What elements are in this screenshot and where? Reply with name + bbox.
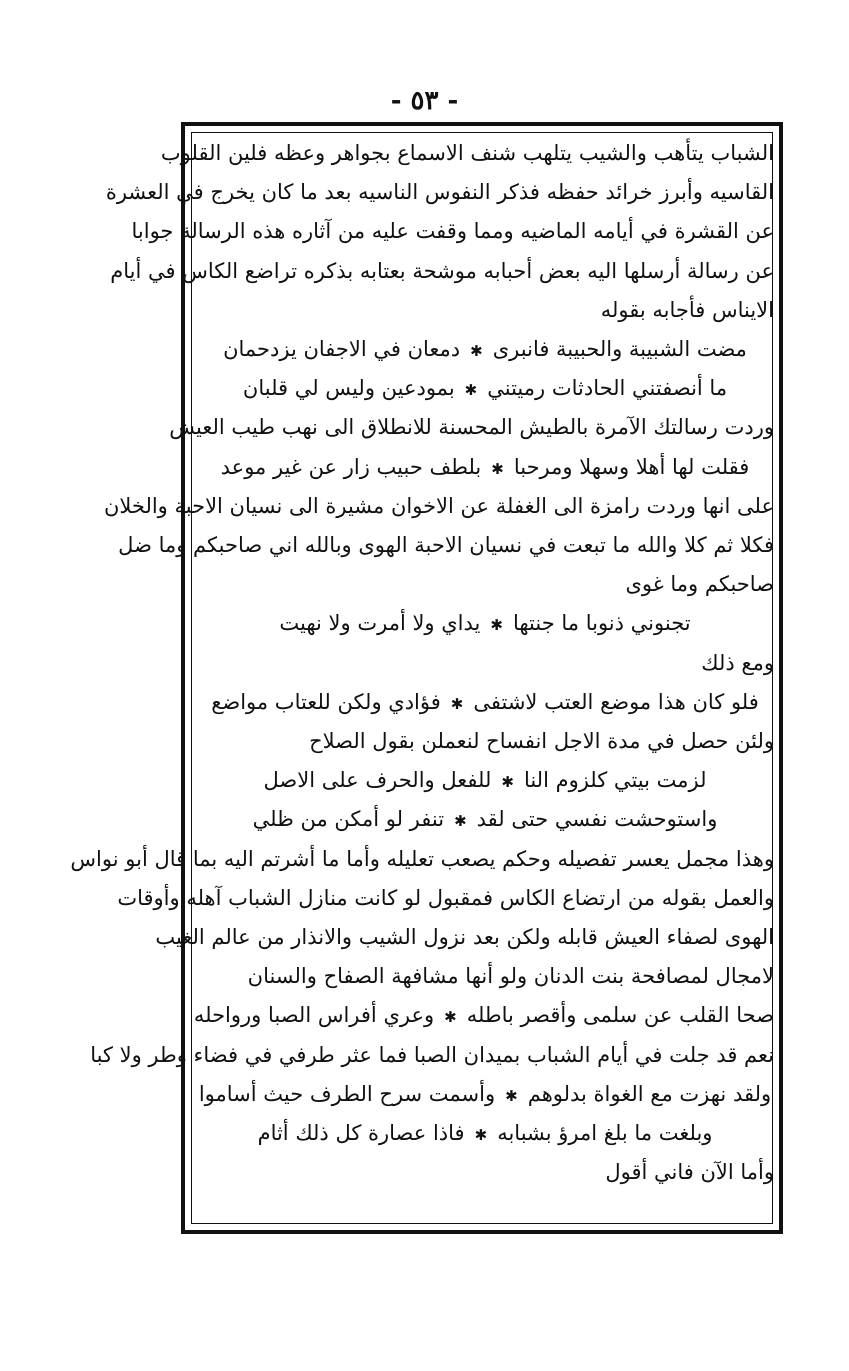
verse-first-hemistich: تجنوني ذنوبا ما جنتها (512, 611, 691, 636)
verse-first-hemistich: صحا القلب عن سلمى وأقصر باطله (466, 1003, 774, 1028)
verse-separator-star-icon: ✱ (474, 1126, 488, 1144)
verse-second-hemistich: دمعان في الاجفان يزدحمان (223, 337, 461, 361)
prose-line: وأما الآن فاني أقول (605, 1160, 774, 1185)
verse-separator-star-icon: ✱ (505, 1086, 518, 1105)
verse-separator-star-icon: ✱ (490, 616, 503, 635)
prose-line: لامجال لمصافحة بنت الدنان ولو أنها مشافهة الصفاح والسنان (247, 964, 774, 989)
verse-second-hemistich: فاذا عصارة كل ذلك أثام (257, 1121, 465, 1145)
prose-line: وهذا مجمل يعسر تفصيله وحكم يصعب تعليله وأما ما أشرتم اليه بما قال أبو نواس (70, 846, 774, 871)
verse-line (196, 1077, 774, 1111)
verse-first-hemistich: واستوحشت نفسي حتى لقد (476, 807, 718, 832)
verse-second-hemistich: بلطف حبيب زار عن غير موعد (220, 454, 482, 479)
prose-line: الهوى لصفاء العيش قابله ولكن بعد نزول الشيب والانذار من عالم الغيب (155, 925, 774, 949)
verse-separator-star-icon: ✱ (450, 694, 464, 713)
verse-second-hemistich: وعري أفراس الصبا ورواحله (193, 1003, 435, 1028)
verse-separator-star-icon: ✱ (454, 812, 467, 831)
verse-line (196, 450, 774, 484)
verse-second-hemistich: للفعل والحرف على الاصل (263, 768, 492, 793)
verse-second-hemistich: تنفر لو أمكن من ظلي (252, 807, 445, 832)
verse-line (196, 802, 774, 836)
verse-line (196, 371, 774, 405)
prose-line: عن رسالة أرسلها اليه بعض أحبابه موشحة بعتابه بذكره تراضع الكاس في أيام (110, 258, 774, 283)
prose-line: صاحبكم وما غوى (625, 572, 774, 597)
verse-separator-star-icon: ✱ (444, 1008, 457, 1027)
prose-line: فكلا ثم كلا والله ما تبعت في نسيان الاحبة الهوى وبالله اني صاحبكم وما ضل (118, 533, 774, 557)
verse-line (193, 998, 774, 1032)
prose-line: والعمل بقوله من ارتضاع الكاس فمقبول لو كانت منازل الشباب آهله وأوقات (117, 885, 774, 910)
prose-line: على انها وردت رامزة الى الغفلة عن الاخوان مشيرة الى نسيان الاحبة والخلان (103, 493, 774, 518)
verse-separator-star-icon: ✱ (470, 342, 483, 360)
verse-line (196, 606, 774, 640)
prose-line: ومع ذلك (701, 650, 774, 675)
verse-separator-star-icon: ✱ (491, 459, 504, 478)
prose-line: الشباب يتأهب والشيب يتلهب شنف الاسماع بجواهر وعظه فلين القلوب (160, 141, 774, 165)
verse-first-hemistich: فقلت لها أهلا وسهلا ومرحبا (513, 454, 750, 479)
page-number: - ٥٣ - (390, 86, 459, 116)
verse-separator-star-icon: ✱ (464, 381, 478, 400)
verse-line (196, 1116, 774, 1150)
verse-line (196, 685, 774, 719)
prose-line: عن القشرة في أيامه الماضيه ومما وقفت عليه من آثاره هذه الرسالة جوابا (131, 219, 774, 244)
verse-first-hemistich: مضت الشبيبة والحبيبة فانبرى (492, 337, 747, 361)
verse-first-hemistich: فلو كان هذا موضع العتب لاشتفى (473, 689, 759, 714)
verse-second-hemistich: وأسمت سرح الطرف حيث أساموا (198, 1081, 496, 1106)
prose-line: القاسيه وأبرز خرائد حفظه فذكر النفوس الناسيه بعد ما كان يخرج في العشرة (105, 180, 774, 205)
verse-second-hemistich: فؤادي ولكن للعتاب مواضع (211, 689, 441, 714)
verse-line (196, 332, 774, 366)
verse-line (196, 763, 774, 797)
verse-first-hemistich: لزمت بيتي كلزوم النا (523, 768, 707, 793)
verse-separator-star-icon: ✱ (501, 773, 514, 792)
verse-first-hemistich: ما أنصفتني الحادثات رميتني (487, 376, 728, 401)
prose-line: الايناس فأجابه بقوله (600, 297, 774, 322)
prose-line: نعم قد جلت في أيام الشباب بميدان الصبا فما عثر طرفي في فضاء وطر ولا كبا (90, 1042, 774, 1067)
verse-first-hemistich: وبلغت ما بلغ امرؤ بشبابه (497, 1121, 713, 1145)
verse-first-hemistich: ولقد نهزت مع الغواة بدلوهم (527, 1081, 772, 1106)
prose-line: ولئن حصل في مدة الاجل انفساح لنعملن بقول الصلاح (309, 729, 774, 753)
prose-line: وردت رسالتك الآمرة بالطيش المحسنة للانطلاق الى نهب طيب العيش (169, 415, 774, 440)
verse-second-hemistich: بمودعين وليس لي قلبان (242, 376, 455, 401)
verse-second-hemistich: يداي ولا أمرت ولا نهيت (279, 611, 481, 636)
